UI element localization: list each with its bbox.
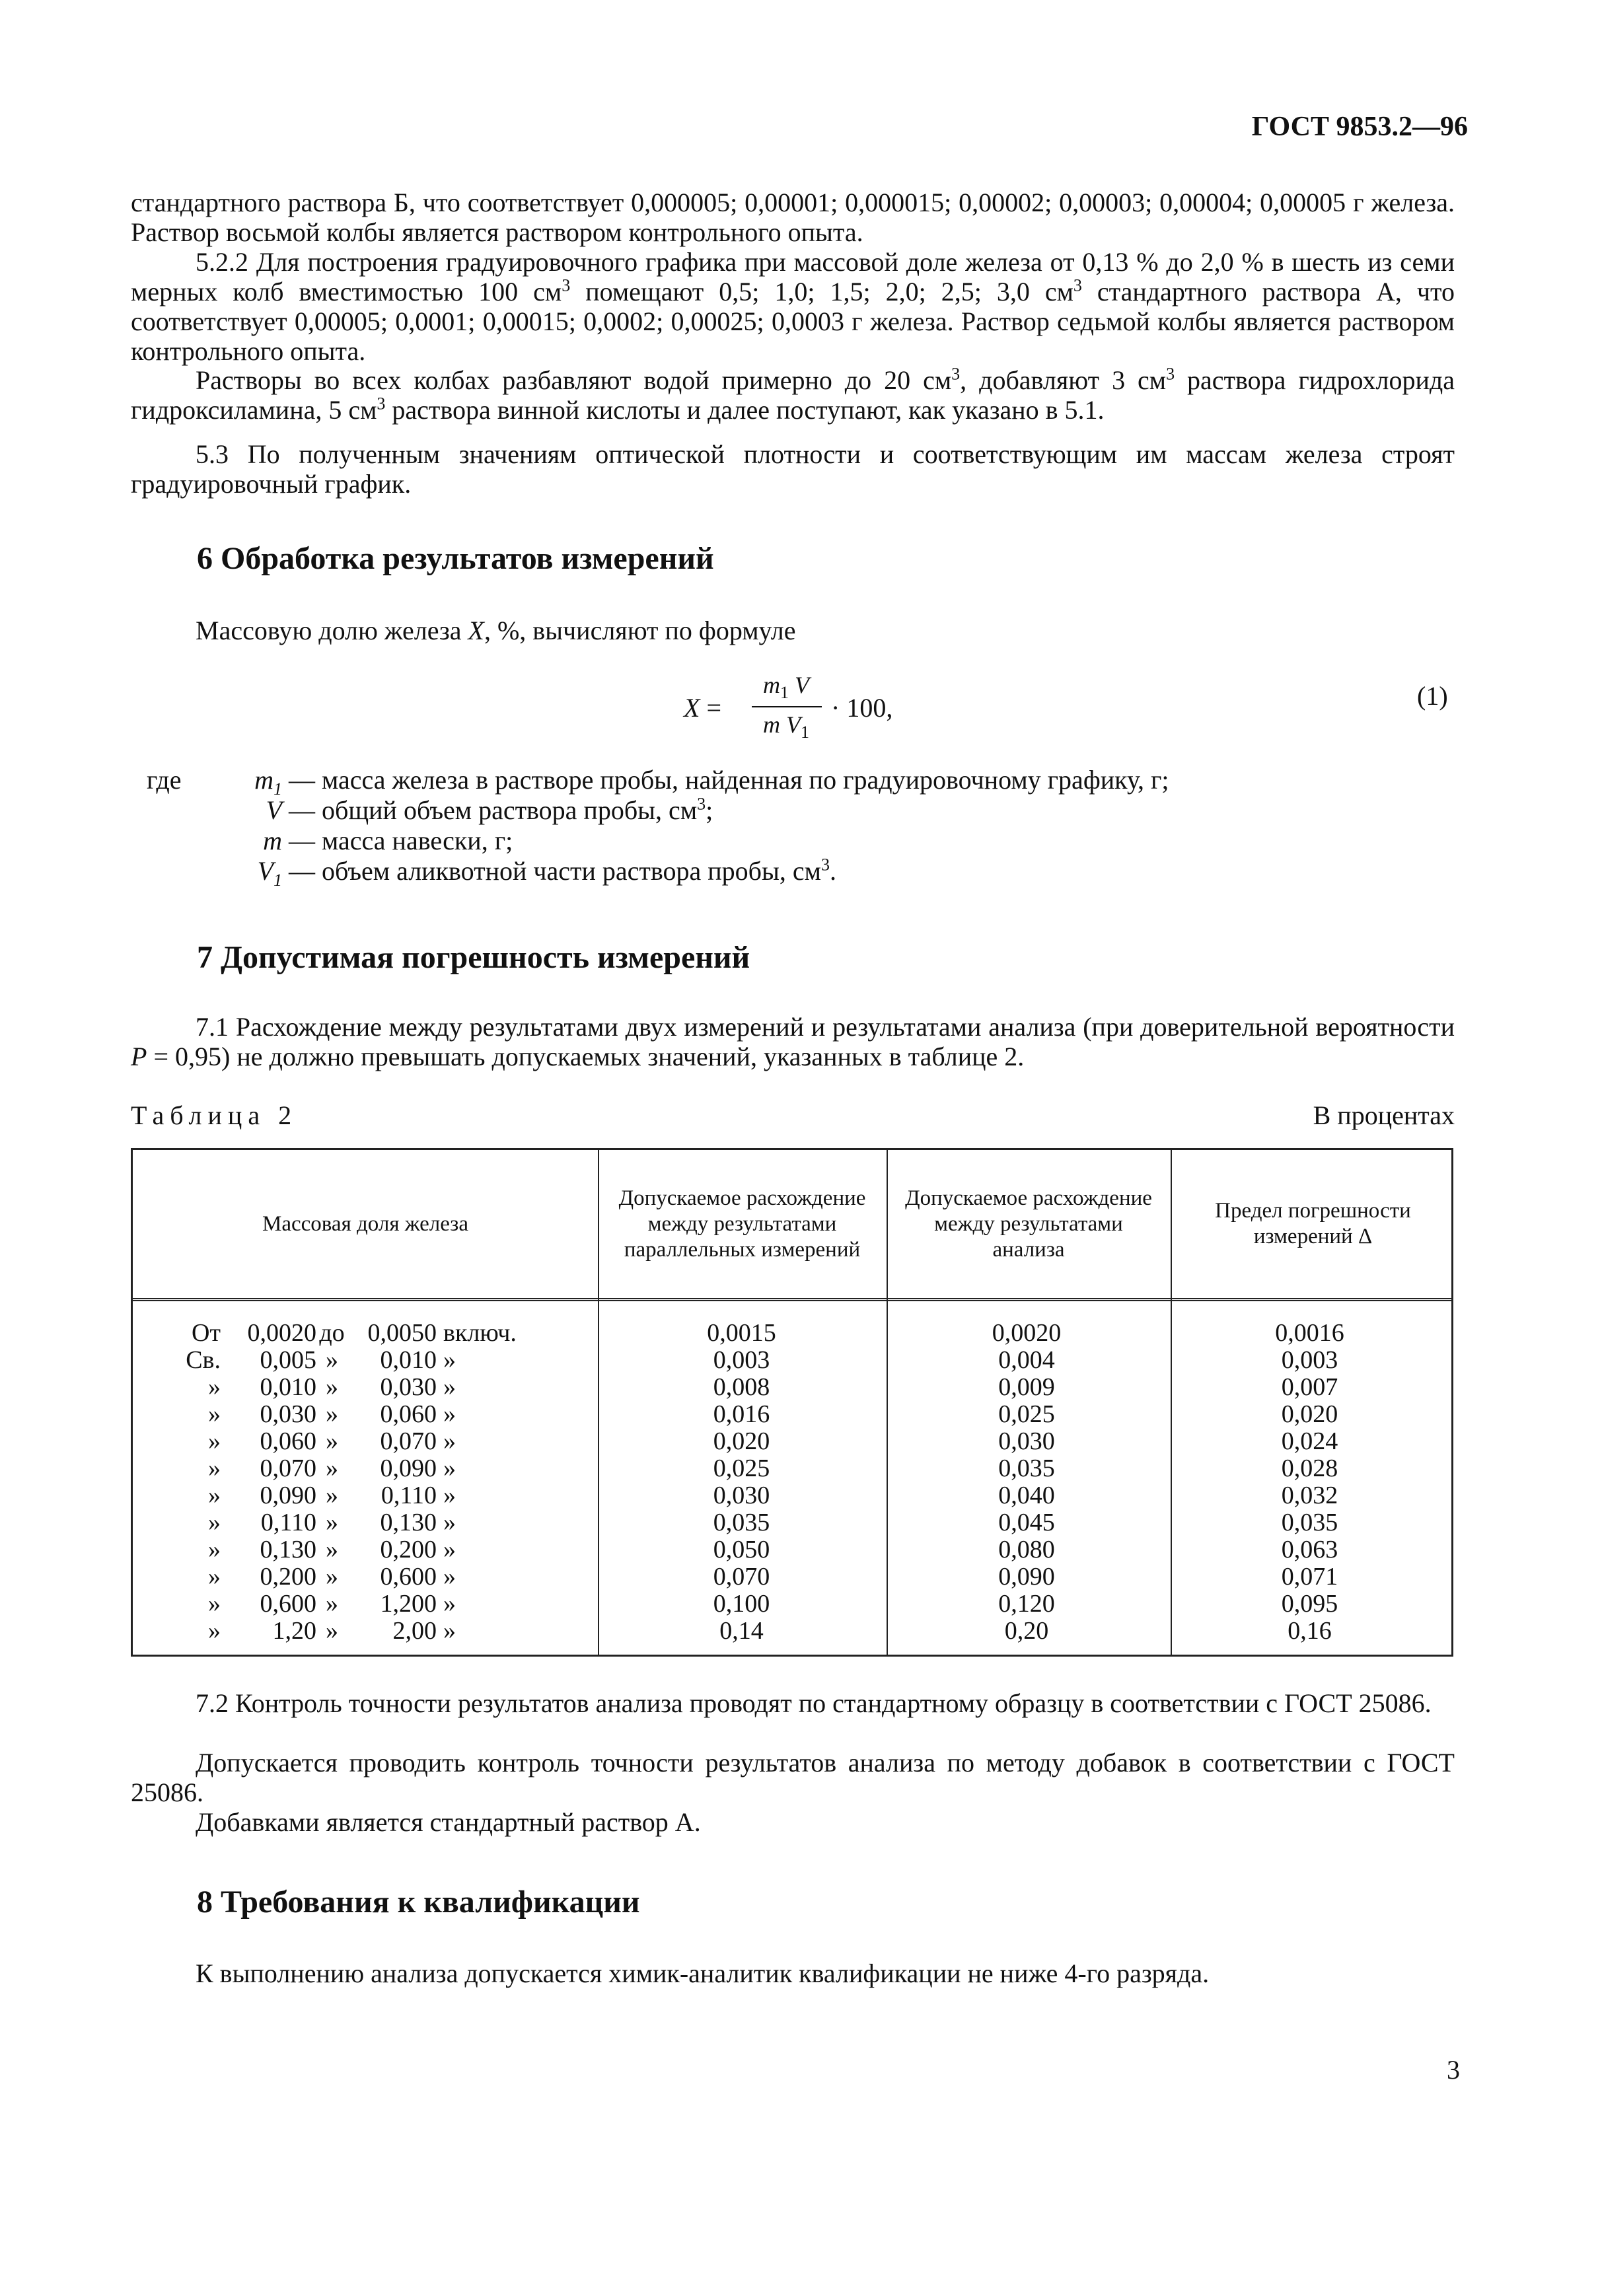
paragraph-additions: Добавками является стандартный раствор А. [196, 1807, 701, 1837]
range-part: » [443, 1617, 456, 1645]
range-part: » [326, 1400, 338, 1428]
range-part: » [326, 1427, 338, 1455]
range-part: 2,00 [392, 1617, 437, 1645]
legend-item-m1: где $m_1$ — масса железа в растворе пробы, найденная по градуировочному графику, г; [147, 765, 1169, 799]
range-part: » [443, 1373, 456, 1401]
range-part: 0,070 [260, 1454, 316, 1482]
table-row [133, 1320, 1451, 1347]
range-part: 0,130 [380, 1509, 437, 1536]
page-number: 3 [1447, 2055, 1460, 2085]
table-row [133, 1455, 1451, 1482]
range-cell [133, 1347, 598, 1374]
range-part: 0,060 [380, 1400, 437, 1428]
range-cell [133, 1428, 598, 1455]
legend-item-m: m — масса навески, г; [263, 826, 513, 855]
document-header: ГОСТ 9853.2—96 [1251, 112, 1468, 142]
range-part: » [443, 1427, 456, 1455]
value-cell: 0,016 [713, 1400, 770, 1428]
formula-number: (1) [1417, 681, 1448, 711]
legend-item-v: V — общий объем раствора пробы, $см^3$; [266, 794, 713, 825]
table-row [133, 1428, 1451, 1455]
range-part: включ. [443, 1319, 517, 1347]
range-part: 0,090 [260, 1482, 316, 1509]
paragraph-formula-intro: Массовую долю железа X, %, вычисляют по формуле [196, 616, 796, 645]
value-cell: 0,070 [713, 1563, 770, 1591]
range-part: » [208, 1617, 221, 1645]
value-cell: 0,003 [1281, 1346, 1338, 1374]
section-8-heading: 8 Требования к квалификации [197, 1884, 640, 1919]
value-cell: 0,030 [713, 1482, 770, 1509]
range-part: 0,005 [260, 1346, 316, 1374]
table-header-cell: Предел погрешности измерений Δ [1215, 1199, 1411, 1248]
value-cell: 0,20 [1004, 1617, 1049, 1645]
paragraph-qualification: К выполнению анализа допускается химик-аналитик квалификации не ниже 4-го разряда. [196, 1958, 1210, 1988]
range-part: 0,200 [380, 1536, 437, 1563]
section-6-heading: 6 Обработка результатов измерений [197, 541, 714, 576]
range-part: 1,20 [272, 1617, 316, 1645]
table-caption: Таблица 2 [131, 1100, 298, 1130]
value-cell: 0,0016 [1275, 1319, 1344, 1347]
table-header-cell: Допускаемое расхождение между результатами анализа [905, 1186, 1152, 1262]
range-part: 0,110 [260, 1509, 316, 1536]
range-part: От [191, 1319, 221, 1347]
value-cell: 0,045 [998, 1509, 1055, 1536]
range-part: » [443, 1400, 456, 1428]
paragraph-5-2-2: 5.2.2 Для построения градуировочного графика при массовой доле железа от 0,13 % до 2,0 % в шесть из семи мерных колб вместимостью 100 $см^3$ помещают 0,5; 1,0; 1,5; 2,0; 2,5; 3,0 $см^3$ стандартного раствора А, что соответствует 0,00005; 0,0001; 0,00015; 0,0002; 0,00025; 0,0003 г железа. Раствор седьмой колбы является раствором контрольного опыта. [131, 247, 1455, 366]
range-part: 0,200 [260, 1563, 316, 1591]
table-header-cell: Допускаемое расхождение между результатами параллельных измерений [618, 1186, 866, 1262]
range-part: Св. [186, 1346, 221, 1374]
range-part: » [208, 1373, 221, 1401]
range-cell [133, 1563, 598, 1591]
value-cell: 0,028 [1281, 1454, 1338, 1482]
range-part: 0,0050 [367, 1319, 437, 1347]
formula-fraction-bar [752, 706, 822, 707]
range-cell [133, 1591, 598, 1618]
table-row [133, 1509, 1451, 1536]
formula-denominator: m $V_1$ [763, 711, 809, 742]
range-part: » [326, 1373, 338, 1401]
range-part: » [443, 1454, 456, 1482]
value-cell: 0,120 [998, 1590, 1055, 1618]
range-part: » [326, 1536, 338, 1563]
range-cell [133, 1401, 598, 1428]
range-part: 1,200 [380, 1590, 437, 1618]
value-cell: 0,14 [719, 1617, 764, 1645]
table-unit: В процентах [1313, 1100, 1455, 1130]
range-part: » [326, 1590, 338, 1618]
range-part: 0,010 [380, 1346, 437, 1374]
range-part: 0,600 [260, 1590, 316, 1618]
range-part: до [319, 1319, 345, 1347]
value-cell: 0,008 [713, 1373, 770, 1401]
value-cell: 0,040 [998, 1482, 1055, 1509]
range-cell [133, 1320, 598, 1347]
value-cell: 0,025 [713, 1454, 770, 1482]
range-cell [133, 1455, 598, 1482]
range-part: » [208, 1590, 221, 1618]
table-row [133, 1374, 1451, 1401]
range-part: » [443, 1482, 456, 1509]
table-row [133, 1347, 1451, 1374]
value-cell: 0,025 [998, 1400, 1055, 1428]
formula-numerator: $m_1$ V [763, 672, 809, 703]
value-cell: 0,095 [1281, 1590, 1338, 1618]
table-row [133, 1563, 1451, 1591]
range-part: » [326, 1454, 338, 1482]
value-cell: 0,050 [713, 1536, 770, 1563]
table-row [133, 1536, 1451, 1563]
range-part: 0,010 [260, 1373, 316, 1401]
value-cell: 0,0015 [707, 1319, 776, 1347]
range-part: » [326, 1482, 338, 1509]
table-row [133, 1618, 1451, 1645]
range-part: 0,030 [260, 1400, 316, 1428]
table-row [133, 1591, 1451, 1618]
table-header-row [133, 1150, 1451, 1301]
range-cell [133, 1618, 598, 1645]
paragraph-dilution: Растворы во всех колбах разбавляют водой примерно до 20 $см^3$, добавляют 3 $см^3$ раствора гидрохлорида гидроксиламина, 5 $см^3$ раствора винной кислоты и далее поступают, как указано в 5.1. [131, 364, 1455, 425]
paragraph-7-2: 7.2 Контроль точности результатов анализа проводят по стандартному образцу в соответствии с ГОСТ 25086. [196, 1688, 1432, 1718]
paragraph-additions-method: Допускается проводить контроль точности результатов анализа по методу добавок в соответствии с ГОСТ 25086. [131, 1748, 1455, 1807]
value-cell: 0,035 [1281, 1509, 1338, 1536]
paragraph-7-1: 7.1 Расхождение между результатами двух измерений и результатами анализа (при доверительной вероятности P = 0,95) не должно превышать допускаемых значений, указанных в таблице 2. [131, 1012, 1455, 1071]
range-part: 0,130 [260, 1536, 316, 1563]
legend-item-v1: $V_1$ — объем аликвотной части раствора пробы, $см^3$. [257, 855, 836, 890]
paragraph-5-3: 5.3 По полученным значениям оптической плотности и соответствующим им массам железа строят градуировочный график. [131, 439, 1455, 499]
range-part: 0,060 [260, 1427, 316, 1455]
range-part: 0,030 [380, 1373, 437, 1401]
range-part: » [326, 1509, 338, 1536]
range-part: 0,090 [380, 1454, 437, 1482]
range-part: » [326, 1617, 338, 1645]
range-part: 0,600 [380, 1563, 437, 1591]
value-cell: 0,16 [1288, 1617, 1332, 1645]
value-cell: 0,030 [998, 1427, 1055, 1455]
section-7-heading: 7 Допустимая погрешность измерений [197, 940, 750, 975]
range-cell [133, 1536, 598, 1563]
range-cell [133, 1374, 598, 1401]
range-part: » [326, 1346, 338, 1374]
range-part: » [208, 1454, 221, 1482]
range-part: 0,0020 [247, 1319, 316, 1347]
value-cell: 0,080 [998, 1536, 1055, 1563]
range-part: 0,070 [380, 1427, 437, 1455]
value-cell: 0,020 [713, 1427, 770, 1455]
table-row [133, 1401, 1451, 1428]
range-cell [133, 1509, 598, 1536]
tolerance-table [131, 1148, 1453, 1657]
range-part: » [208, 1536, 221, 1563]
table-body [133, 1320, 1451, 1645]
range-cell [133, 1482, 598, 1509]
paragraph-5-2-1-end: стандартного раствора Б, что соответствует 0,000005; 0,00001; 0,000015; 0,00002; 0,00003; 0,00004; 0,00005 г железа. Раствор восьмой колбы является раствором контрольного опыта. [131, 188, 1455, 247]
value-cell: 0,003 [713, 1346, 770, 1374]
range-part: » [208, 1482, 221, 1509]
value-cell: 0,0020 [992, 1319, 1062, 1347]
value-cell: 0,035 [713, 1509, 770, 1536]
value-cell: 0,032 [1281, 1482, 1338, 1509]
value-cell: 0,007 [1281, 1373, 1338, 1401]
range-part: » [443, 1346, 456, 1374]
value-cell: 0,071 [1281, 1563, 1338, 1591]
value-cell: 0,063 [1281, 1536, 1338, 1563]
formula-lhs: X = [684, 693, 721, 723]
value-cell: 0,035 [998, 1454, 1055, 1482]
value-cell: 0,004 [998, 1346, 1055, 1374]
table-header-cell: Массовая доля железа [262, 1211, 468, 1236]
range-part: » [443, 1590, 456, 1618]
range-part: » [443, 1509, 456, 1536]
value-cell: 0,100 [713, 1590, 770, 1618]
value-cell: 0,024 [1281, 1427, 1338, 1455]
range-part: » [208, 1427, 221, 1455]
range-part: 0,110 [381, 1482, 437, 1509]
table-row [133, 1482, 1451, 1509]
range-part: » [443, 1563, 456, 1591]
formula-legend [147, 765, 1169, 890]
range-part: » [208, 1563, 221, 1591]
formula-multiplier: · 100, [831, 693, 893, 723]
value-cell: 0,090 [998, 1563, 1055, 1591]
range-part: » [326, 1563, 338, 1591]
range-part: » [208, 1509, 221, 1536]
value-cell: 0,009 [998, 1373, 1055, 1401]
range-part: » [208, 1400, 221, 1428]
value-cell: 0,020 [1281, 1400, 1338, 1428]
range-part: » [443, 1536, 456, 1563]
